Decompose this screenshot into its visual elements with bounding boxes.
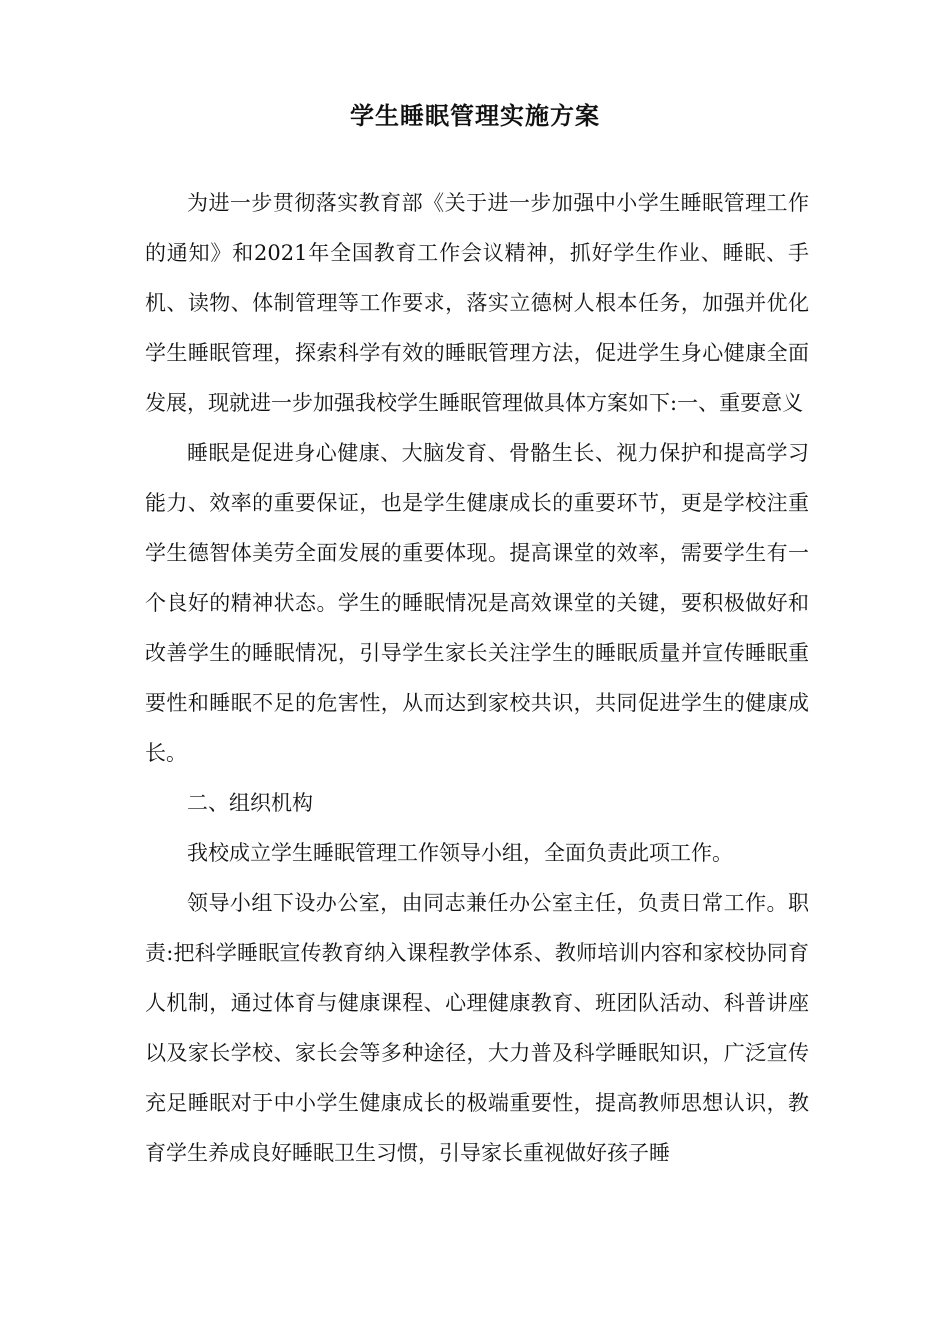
paragraph-leadership-group: 我校成立学生睡眠管理工作领导小组，全面负责此项工作。: [187, 841, 733, 865]
paragraph-intro: 为进一步贯彻落实教育部《关于进一步加强中小学生睡眠管理工作的通知》和2021年全国教育工作会议精神，抓好学生作业、睡眠、手机、读物、体制管理等工作要求，落实立德树人根本任务，加强并优化学生睡眠管理，探索科学有效的睡眠管理方法，促进学生身心健康全面发展，现就进一步加强我校学生睡眠管理做具体方案如下:一、重要意义: [145, 191, 809, 415]
document-title: 学生睡眠管理实施方案: [350, 101, 600, 130]
paragraph-importance: 睡眠是促进身心健康、大脑发育、骨骼生长、视力保护和提高学习能力、效率的重要保证，也是学生健康成长的重要环节，更是学校注重学生德智体美劳全面发展的重要体现。提高课堂的效率，需要学生有一个良好的精神状态。学生的睡眠情况是高效课堂的关键，要积极做好和改善学生的睡眠情况，引导学生家长关注学生的睡眠质量并宣传睡眠重要性和睡眠不足的危害性，从而达到家校共识，共同促进学生的健康成长。: [145, 441, 809, 765]
paragraph-office-duties: 领导小组下设办公室，由同志兼任办公室主任，负责日常工作。职责:把科学睡眠宣传教育纳入课程教学体系、教师培训内容和家校协同育人机制，通过体育与健康课程、心理健康教育、班团队活动、科普讲座以及家长学校、家长会等多种途径，大力普及科学睡眠知识，广泛宣传充足睡眠对于中小学生健康成长的极端重要性，提高教师思想认识，教育学生养成良好睡眠卫生习惯，引导家长重视做好孩子睡: [145, 891, 809, 1165]
section-heading-organization: 二、组织机构: [187, 791, 313, 815]
document-body: [145, 178, 809, 1178]
